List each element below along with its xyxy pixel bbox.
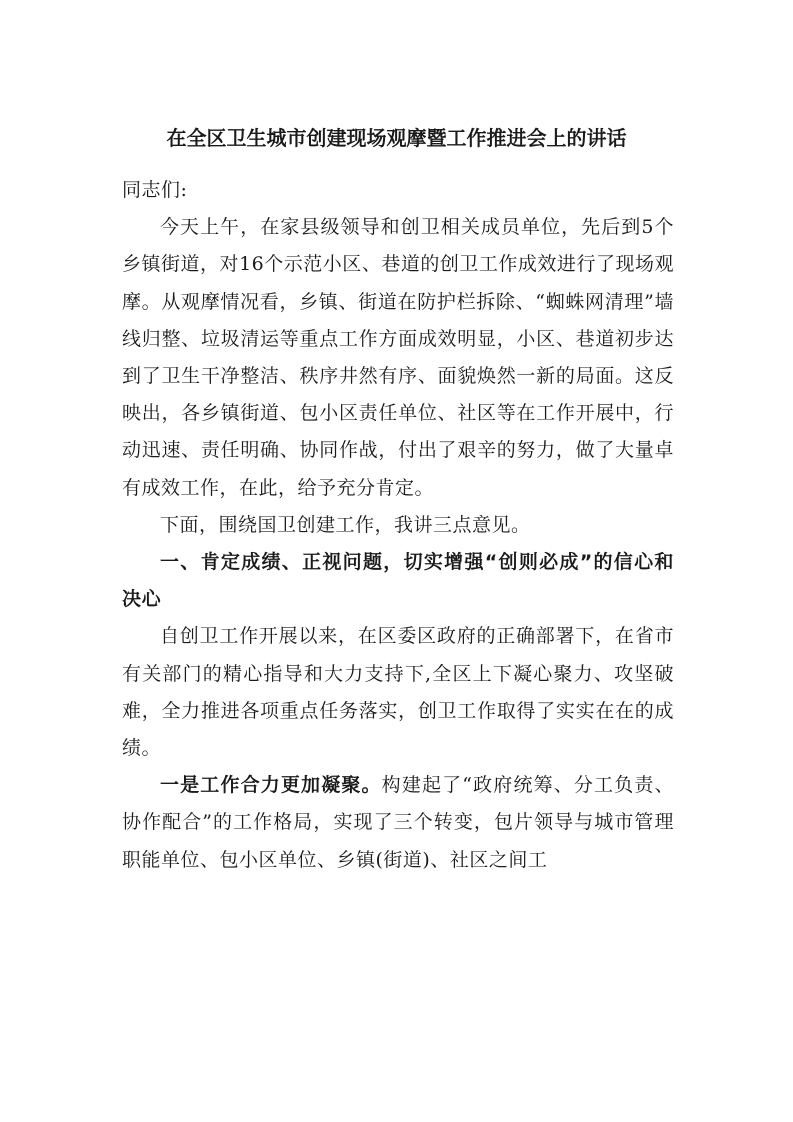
paragraph-observation: 今天上午，在家县级领导和创卫相关成员单位，先后到5个乡镇街道，对16个示范小区、巷道的创卫工作成效进行了现场观摩。从观摩情况看，乡镇、街道在防护栏拆除、“蜘蛛网清理”墙线归整、垃圾清运等重点工作方面成效明显，小区、巷道初步达到了卫生干净整洁、秩序井然有序、面貌焕然一新的局面。这反映出，各乡镇街道、包小区责任单位、社区等在工作开展中，行动迅速、责任明确、协同作战，付出了艰辛的努力，做了大量卓有成效工作，在此，给予充分肯定。 xyxy=(122,216,674,499)
section-one-intro: 自创卫工作开展以来，在区委区政府的正确部署下，在省市有关部门的精心指导和大力支持下,全区上下凝心聚力、攻坚破难，全力推进各项重点任务落实，创卫工作取得了实实在在的成绩。 xyxy=(122,625,674,760)
point-one-lead: 一是工作合力更加凝聚。 xyxy=(160,774,382,797)
paragraph-outline: 下面，围绕国卫创建工作，我讲三点意见。 xyxy=(160,513,531,536)
document-title: 在全区卫生城市创建现场观摩暨工作推进会上的讲话 xyxy=(166,126,627,150)
point-one-paragraph xyxy=(122,767,674,879)
document-body xyxy=(122,172,674,879)
salutation: 同志们: xyxy=(122,179,188,201)
point-one-text: 构建起了“政府统筹、分工负责、协作配合”的工作格局，实现了三个转变，包片领导与城市管理职能单位、包小区单位、乡镇(街道)、社区之间工 xyxy=(122,774,674,871)
section-heading-one: 一、肯定成绩、正视问题，切实增强“创则必成”的信心和决心 xyxy=(122,551,674,611)
